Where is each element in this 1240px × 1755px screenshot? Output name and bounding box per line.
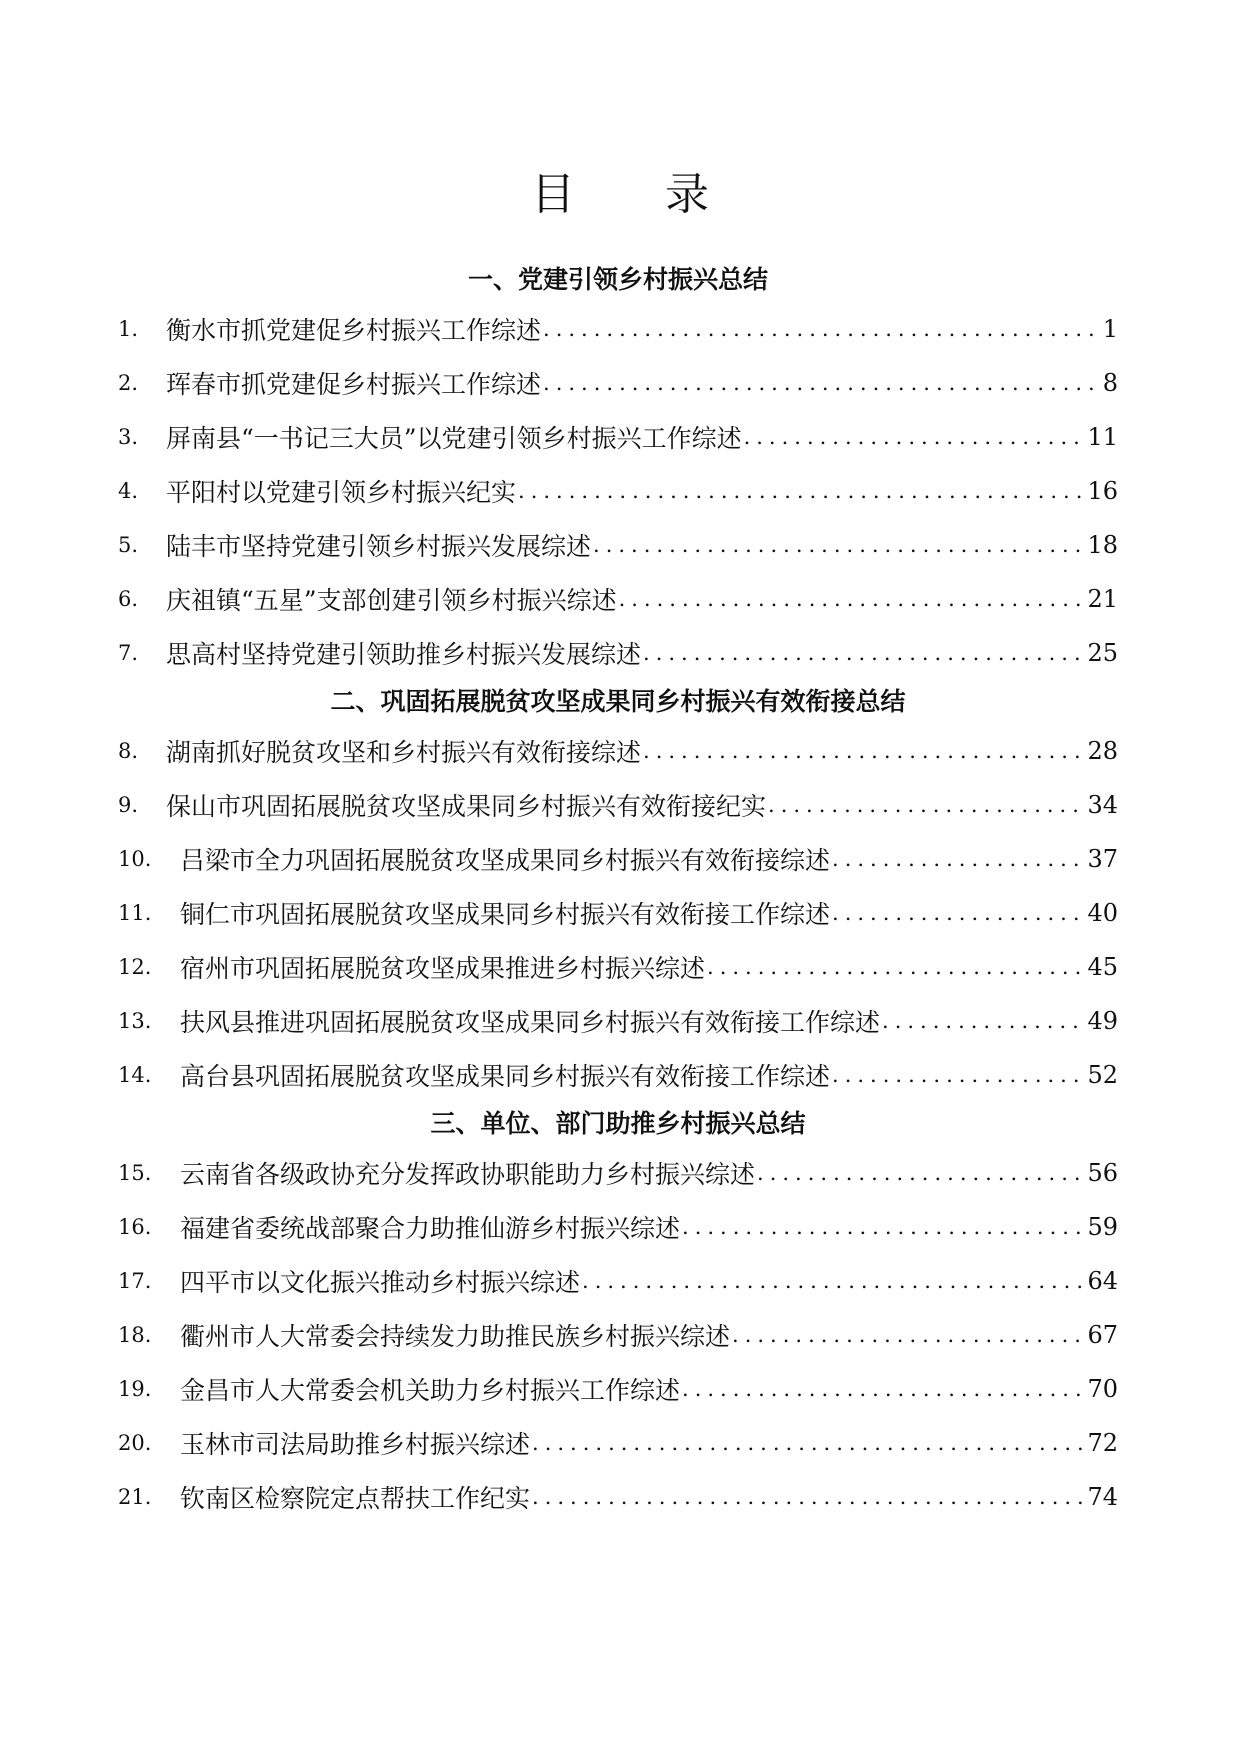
toc-entry-page-number: 74 <box>1087 1483 1118 1511</box>
toc-entry[interactable] <box>118 572 1118 626</box>
dot-leader <box>742 427 1084 448</box>
toc-entry-page-number: 64 <box>1087 1267 1118 1295</box>
toc-entry-number: 10. <box>118 847 152 871</box>
toc-entry-number: 19. <box>118 1377 152 1401</box>
dot-leader <box>705 957 1083 978</box>
toc-entry[interactable] <box>118 518 1118 572</box>
toc-entry-title: 珲春市抓党建促乡村振兴工作综述 <box>166 370 542 399</box>
toc-entry-title: 屏南县“一书记三大员”以党建引领乡村振兴工作综述 <box>166 424 742 453</box>
toc-entry[interactable] <box>118 940 1118 994</box>
dot-leader <box>830 849 1083 870</box>
toc-entry-number: 20. <box>118 1431 152 1455</box>
dot-leader <box>530 1487 1083 1508</box>
toc-entry[interactable] <box>118 1362 1118 1416</box>
dot-leader <box>680 1217 1083 1238</box>
toc-entry-page-number: 18 <box>1087 531 1118 559</box>
toc-entry[interactable] <box>118 1416 1118 1470</box>
toc-entry-page-number: 1 <box>1102 315 1118 343</box>
toc-entry-number: 16. <box>118 1215 152 1239</box>
dot-leader <box>641 643 1083 664</box>
toc-entry[interactable] <box>118 1254 1118 1308</box>
toc-entry[interactable] <box>118 1200 1118 1254</box>
dot-leader <box>541 373 1099 394</box>
toc-entry-number: 8. <box>118 739 139 763</box>
toc-entry-page-number: 67 <box>1087 1321 1118 1349</box>
toc-entry-page-number: 16 <box>1087 477 1118 505</box>
toc-entry[interactable] <box>118 832 1118 886</box>
toc-entry-number: 13. <box>118 1009 152 1033</box>
toc-entry-title: 扶风县推进巩固拓展脱贫攻坚成果同乡村振兴有效衔接工作综述 <box>180 1008 881 1037</box>
toc-entry[interactable] <box>118 356 1118 410</box>
toc-entry-title: 思高村坚持党建引领助推乡村振兴发展综述 <box>166 640 642 669</box>
dot-leader <box>617 589 1084 610</box>
toc-entry-title: 四平市以文化振兴推动乡村振兴综述 <box>180 1268 581 1297</box>
toc-entry-title: 宿州市巩固拓展脱贫攻坚成果推进乡村振兴综述 <box>180 954 706 983</box>
toc-entry-number: 6. <box>118 587 139 611</box>
toc-entry-title: 金昌市人大常委会机关助力乡村振兴工作综述 <box>180 1376 681 1405</box>
dot-leader <box>766 795 1083 816</box>
toc-entry-title: 钦南区检察院定点帮扶工作纪实 <box>180 1484 531 1513</box>
toc-entry-page-number: 11 <box>1087 423 1118 451</box>
toc-entry-title: 庆祖镇“五星”支部创建引领乡村振兴综述 <box>166 586 617 615</box>
toc-entry-page-number: 25 <box>1087 639 1118 667</box>
toc-entry-page-number: 37 <box>1087 845 1118 873</box>
toc-entry-number: 11. <box>118 901 152 925</box>
dot-leader <box>680 1379 1083 1400</box>
page-title: 目 录 <box>531 169 747 220</box>
toc-entry-title: 衢州市人大常委会持续发力助推民族乡村振兴综述 <box>180 1322 731 1351</box>
dot-leader <box>591 535 1083 556</box>
toc-entry-number: 17. <box>118 1269 152 1293</box>
toc-section-heading: 三、单位、部门助推乡村振兴总结 <box>430 1109 806 1138</box>
dot-leader <box>755 1163 1083 1184</box>
toc-entry-number: 2. <box>118 371 139 395</box>
toc-entry-title: 云南省各级政协充分发挥政协职能助力乡村振兴综述 <box>180 1160 756 1189</box>
dot-leader <box>530 1433 1083 1454</box>
toc-section-heading: 一、党建引领乡村振兴总结 <box>467 265 768 294</box>
toc-entry-number: 3. <box>118 425 139 449</box>
toc-section-heading: 二、巩固拓展脱贫攻坚成果同乡村振兴有效衔接总结 <box>330 687 906 716</box>
toc-entry-number: 18. <box>118 1323 152 1347</box>
toc-entry[interactable] <box>118 724 1118 778</box>
toc-entry-number: 21. <box>118 1485 152 1509</box>
toc-entry-page-number: 72 <box>1087 1429 1118 1457</box>
dot-leader <box>516 481 1083 502</box>
toc-entry[interactable] <box>118 464 1118 518</box>
toc-entry[interactable] <box>118 302 1118 356</box>
toc-entry-page-number: 21 <box>1087 585 1118 613</box>
toc-entry-title: 铜仁市巩固拓展脱贫攻坚成果同乡村振兴有效衔接工作综述 <box>180 900 831 929</box>
toc-entry[interactable] <box>118 1146 1118 1200</box>
toc-entry-number: 1. <box>118 317 139 341</box>
toc-entry-number: 12. <box>118 955 152 979</box>
toc-entry[interactable] <box>118 410 1118 464</box>
toc-entry-title: 陆丰市坚持党建引领乡村振兴发展综述 <box>166 532 592 561</box>
toc-entry-number: 9. <box>118 793 139 817</box>
toc-entry[interactable] <box>118 626 1118 680</box>
toc-entry-page-number: 49 <box>1087 1007 1118 1035</box>
toc-entry[interactable] <box>118 1470 1118 1524</box>
toc-entry-number: 15. <box>118 1161 152 1185</box>
toc-entry[interactable] <box>118 1048 1118 1102</box>
toc-entry-page-number: 45 <box>1087 953 1118 981</box>
toc-entry-page-number: 59 <box>1087 1213 1118 1241</box>
toc-entry-page-number: 56 <box>1087 1159 1118 1187</box>
toc-entry-title: 吕梁市全力巩固拓展脱贫攻坚成果同乡村振兴有效衔接综述 <box>180 846 831 875</box>
dot-leader <box>580 1271 1083 1292</box>
toc-entry-title: 平阳村以党建引领乡村振兴纪实 <box>166 478 517 507</box>
table-of-contents <box>118 258 1118 1524</box>
toc-entry-page-number: 34 <box>1087 791 1118 819</box>
toc-entry[interactable] <box>118 1308 1118 1362</box>
toc-entry-page-number: 70 <box>1087 1375 1118 1403</box>
dot-leader <box>830 903 1083 924</box>
toc-entry[interactable] <box>118 778 1118 832</box>
dot-leader <box>541 319 1099 340</box>
toc-entry-title: 衡水市抓党建促乡村振兴工作综述 <box>166 316 542 345</box>
toc-entry-number: 4. <box>118 479 139 503</box>
dot-leader <box>880 1011 1083 1032</box>
toc-entry-number: 5. <box>118 533 139 557</box>
toc-entry-title: 湖南抓好脱贫攻坚和乡村振兴有效衔接综述 <box>166 738 642 767</box>
toc-entry-page-number: 52 <box>1087 1061 1118 1089</box>
toc-entry-title: 福建省委统战部聚合力助推仙游乡村振兴综述 <box>180 1214 681 1243</box>
toc-entry-title: 高台县巩固拓展脱贫攻坚成果同乡村振兴有效衔接工作综述 <box>180 1062 831 1091</box>
toc-entry-page-number: 8 <box>1102 369 1118 397</box>
toc-entry-page-number: 28 <box>1087 737 1118 765</box>
toc-entry-title: 玉林市司法局助推乡村振兴综述 <box>180 1430 531 1459</box>
toc-entry[interactable] <box>118 886 1118 940</box>
toc-entry-title: 保山市巩固拓展脱贫攻坚成果同乡村振兴有效衔接纪实 <box>166 792 767 821</box>
dot-leader <box>830 1065 1083 1086</box>
toc-entry-page-number: 40 <box>1087 899 1118 927</box>
toc-entry[interactable] <box>118 994 1118 1048</box>
toc-entry-number: 7. <box>118 641 139 665</box>
toc-entry-number: 14. <box>118 1063 152 1087</box>
dot-leader <box>641 741 1083 762</box>
dot-leader <box>730 1325 1083 1346</box>
